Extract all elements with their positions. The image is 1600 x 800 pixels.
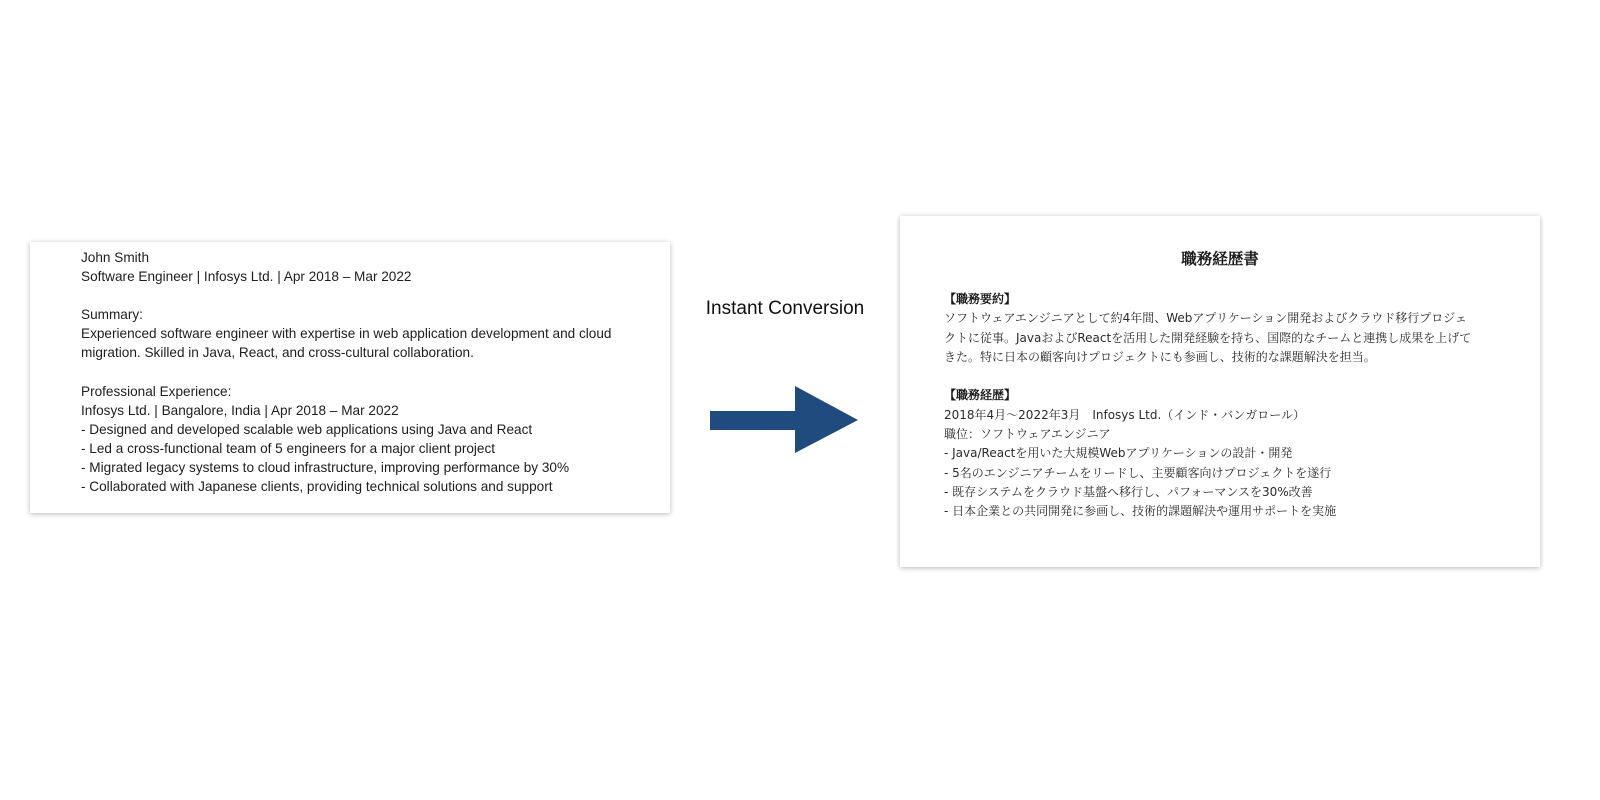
summary-text-line: クトに従事。JavaおよびReactを活用した開発経験を持ち、国際的なチームと連携し成果を上げて bbox=[944, 330, 1472, 345]
summary-text-line: ソフトウェアエンジニアとして約4年間、Webアプリケーション開発およびクラウド移行プロジェ bbox=[944, 311, 1467, 326]
resume-position-line: Software Engineer | Infosys Ltd. | Apr 2018 – Mar 2022 bbox=[81, 269, 412, 285]
summary-text-line: きた。特に日本の顧客向けプロジェクトにも参画し、技術的な課題解決を担当。 bbox=[944, 349, 1376, 364]
summary-heading: Summary: bbox=[81, 307, 143, 323]
employer-line: Infosys Ltd. | Bangalore, India | Apr 2018 – Mar 2022 bbox=[81, 402, 399, 418]
experience-bullet: - Java/Reactを用いた大規模Webアプリケーションの設計・開発 bbox=[944, 446, 1293, 461]
spacer bbox=[81, 363, 650, 382]
spacer bbox=[944, 367, 1520, 386]
conversion-label: Instant Conversion bbox=[705, 298, 865, 319]
experience-bullet: - 日本企業との共同開発に参画し、技術的課題解決や運用サポートを実施 bbox=[944, 504, 1337, 519]
arrow-shape bbox=[710, 386, 858, 453]
japanese-resume-card bbox=[900, 216, 1540, 567]
experience-bullet: - Designed and developed scalable web applications using Java and React bbox=[81, 421, 533, 437]
employment-period-line: 2018年4月〜2022年3月 Infosys Ltd.（インド・バンガロール） bbox=[944, 407, 1306, 422]
summary-heading: 【職務要約】 bbox=[944, 292, 1017, 306]
experience-bullet: - 既存システムをクラウド基盤へ移行し、パフォーマンスを30%改善 bbox=[944, 484, 1313, 499]
experience-bullet: - 5名のエンジニアチームをリードし、主要顧客向けプロジェクトを遂行 bbox=[944, 465, 1332, 480]
right-arrow-icon bbox=[709, 385, 861, 455]
experience-bullet: - Collaborated with Japanese clients, providing technical solutions and support bbox=[81, 479, 553, 495]
english-resume-card bbox=[30, 242, 670, 513]
spacer bbox=[81, 286, 650, 305]
experience-heading: Professional Experience: bbox=[81, 383, 232, 399]
experience-bullet: - Migrated legacy systems to cloud infrastructure, improving performance by 30% bbox=[81, 460, 570, 476]
document-title: 職務経歴書 bbox=[1181, 250, 1259, 268]
experience-heading: 【職務経歴】 bbox=[944, 388, 1017, 403]
summary-text-line: migration. Skilled in Java, React, and cross-cultural collaboration. bbox=[81, 345, 474, 361]
position-line: 職位：ソフトウェアエンジニア bbox=[944, 427, 1111, 442]
resume-name: John Smith bbox=[81, 250, 150, 265]
arrow-graphic bbox=[709, 385, 861, 455]
experience-bullet: - Led a cross-functional team of 5 engineers for a major client project bbox=[81, 440, 496, 456]
summary-text-line: Experienced software engineer with expertise in web application development and cloud bbox=[81, 326, 612, 342]
